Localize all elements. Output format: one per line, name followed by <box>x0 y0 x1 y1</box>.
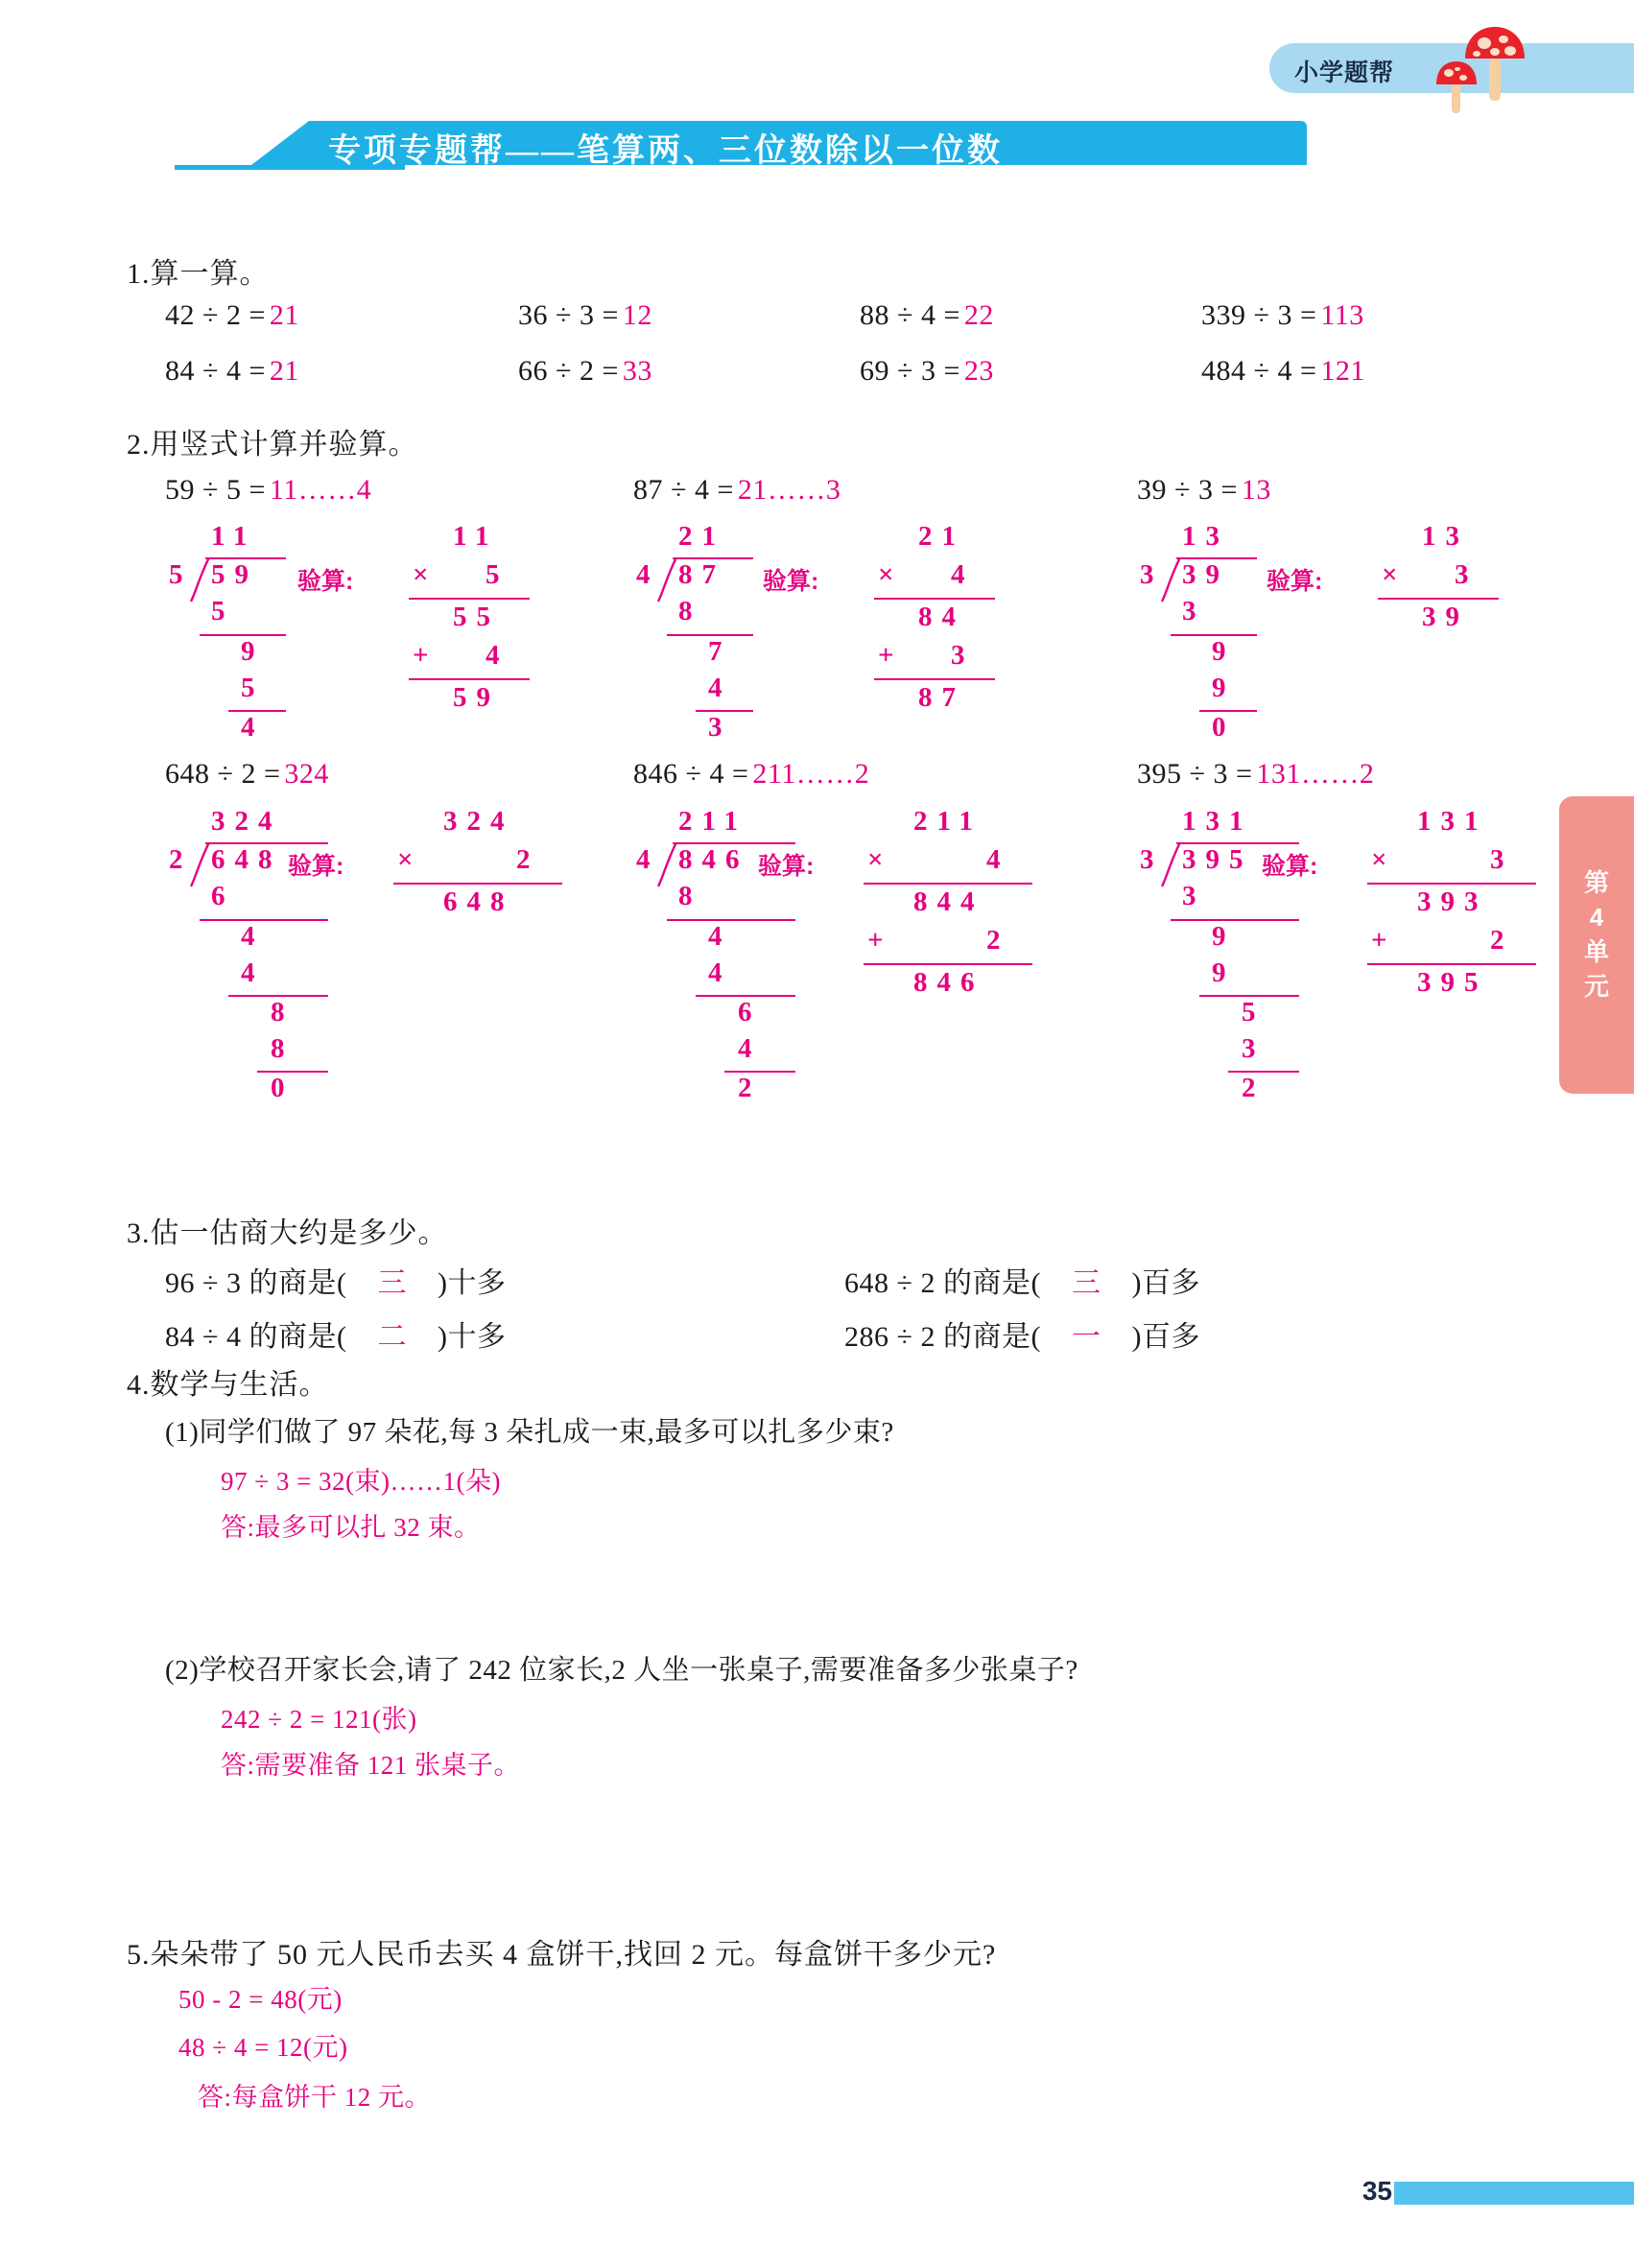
q2-heading: 2.用竖式计算并验算。 <box>127 429 418 461</box>
q5-work-1: 48 ÷ 4 = 12(元) <box>178 2033 348 2062</box>
q2-verify-bottom-1: 4 <box>951 559 975 590</box>
q2-verify-label-1: 验算: <box>763 568 819 595</box>
q2-problem-3: 648 ÷ 2 = <box>165 758 281 790</box>
q2-divisor-1: 4 <box>636 559 651 590</box>
q2-verify-label-4: 验算: <box>758 853 815 880</box>
q3-item-2 <box>165 1312 506 1355</box>
q2-division-bracket-3 <box>190 842 213 888</box>
unit-tab-line3: 单 <box>1583 937 1609 966</box>
q2-expr-0 <box>165 474 371 507</box>
q2-verify-op-5: × <box>1371 844 1387 875</box>
q2-verify-top-4: 211 <box>913 806 983 837</box>
q2-verify-addop-4: + <box>867 925 884 956</box>
q2-step-0-3: 4 <box>241 712 265 743</box>
q2-verify-top-0: 11 <box>453 521 499 552</box>
q2-problem-2: 39 ÷ 3 = <box>1137 474 1238 506</box>
q5-work-line-1 <box>178 1978 343 2016</box>
q2-verify-top-1: 21 <box>918 521 965 552</box>
q2-problem-0: 59 ÷ 5 = <box>165 474 266 506</box>
footer-bar <box>1394 2182 1634 2205</box>
q2-step-1-2: 4 <box>708 673 732 703</box>
q3-answer-1: 三 <box>1071 1267 1101 1299</box>
q2-verify-bottom-0: 5 <box>485 559 509 590</box>
q2-expr-5 <box>1137 758 1374 791</box>
q1-problem-0: 42 ÷ 2 = <box>165 299 266 331</box>
q1-answer-1: 12 <box>622 299 652 331</box>
q2-expr-3 <box>165 758 329 791</box>
q2-verify-label-5: 验算: <box>1262 853 1318 880</box>
q1-answer-2: 22 <box>963 299 994 331</box>
q1-problem-1: 36 ÷ 3 = <box>518 299 619 331</box>
q2-verify-label-3: 验算: <box>288 853 344 880</box>
q2-step-1-0: 8 <box>678 596 702 626</box>
q2-verify-addop-5: + <box>1371 925 1387 956</box>
q2-verify-op-0: × <box>413 559 429 590</box>
q2-step-5-4: 3 <box>1242 1033 1266 1064</box>
q2-answer-1: 21……3 <box>737 474 841 506</box>
q2-divisor-0: 5 <box>169 559 183 590</box>
q3-post-0: )十多 <box>437 1267 507 1299</box>
q2-verify-total-1: 87 <box>918 682 965 713</box>
q2-step-3-5: 0 <box>271 1073 295 1103</box>
q2-step-5-0: 3 <box>1182 881 1206 911</box>
question-5 <box>0 1930 1634 2112</box>
q3-item-1 <box>844 1259 1200 1301</box>
q4-question-0: (1)同学们做了 97 朵花,每 3 朵扎成一束,最多可以扎多少束? <box>165 1417 894 1448</box>
q3-pre-3: 286 ÷ 2 的商是( <box>844 1321 1041 1353</box>
q3-pre-2: 84 ÷ 4 的商是( <box>165 1321 347 1353</box>
q2-divisor-2: 3 <box>1140 559 1154 590</box>
q2-step-0-1: 9 <box>241 636 265 667</box>
q4-part-1-answer <box>221 1506 481 1544</box>
q2-verify-label-2: 验算: <box>1267 568 1323 595</box>
q2-answer-0: 11……4 <box>269 474 372 506</box>
q2-long-division-0 <box>161 521 296 743</box>
q1-item-5 <box>518 355 652 388</box>
q2-verify-addop-1: + <box>878 640 894 671</box>
q2-quotient-1: 21 <box>678 521 725 552</box>
q2-verify-total-5: 395 <box>1417 967 1488 998</box>
q2-verify-bar2-1 <box>874 678 995 680</box>
q3-heading: 3.估一估商大约是多少。 <box>127 1217 448 1249</box>
q4-part-2-answer <box>221 1744 520 1782</box>
q2-problem-5: 395 ÷ 3 = <box>1137 758 1253 790</box>
q2-problem-4: 846 ÷ 4 = <box>633 758 749 790</box>
question-3 <box>0 1209 1634 1353</box>
q3-item-0 <box>165 1259 506 1301</box>
unit-tab <box>1559 796 1634 1094</box>
q2-verify-total-4: 846 <box>913 967 984 998</box>
q4-heading: 4.数学与生活。 <box>127 1369 329 1401</box>
q2-step-5-1: 9 <box>1212 921 1236 952</box>
q4-part-2-work <box>221 1698 417 1736</box>
q2-division-bracket-0 <box>190 557 213 603</box>
q2-verify-product-3: 648 <box>443 886 514 917</box>
q3-pre-0: 96 ÷ 3 的商是( <box>165 1267 347 1299</box>
q2-verify-product-2: 39 <box>1422 602 1469 632</box>
q1-answer-3: 113 <box>1320 299 1364 331</box>
q1-problem-4: 84 ÷ 4 = <box>165 355 266 387</box>
q1-item-6 <box>860 355 994 388</box>
q2-step-5-2: 9 <box>1212 957 1236 988</box>
q2-dividend-3: 648 <box>211 844 282 875</box>
q2-step-4-1: 4 <box>708 921 732 952</box>
q2-answer-2: 13 <box>1241 474 1271 506</box>
q5-answer: 答:每盒饼干 12 元。 <box>198 2083 432 2112</box>
q2-step-5-3: 5 <box>1242 997 1266 1028</box>
unit-tab-line1: 第 <box>1583 868 1609 897</box>
q2-problem-1: 87 ÷ 4 = <box>633 474 734 506</box>
q2-step-3-0: 6 <box>211 881 235 911</box>
q2-step-1-3: 3 <box>708 712 732 743</box>
q2-answer-4: 211……2 <box>752 758 870 790</box>
q2-step-4-0: 8 <box>678 881 702 911</box>
q2-verify-addend-0: 4 <box>485 640 509 671</box>
q5-heading: 5.朵朵带了 50 元人民币去买 4 盒饼干,找回 2 元。每盒饼干多少元? <box>127 1939 997 1971</box>
q4-work-0-0: 97 ÷ 3 = 32(束)……1(朵) <box>221 1467 502 1496</box>
q2-verify-bar1-1 <box>874 598 995 600</box>
q3-pre-1: 648 ÷ 2 的商是( <box>844 1267 1041 1299</box>
q2-long-division-1 <box>628 521 763 743</box>
q1-problem-5: 66 ÷ 2 = <box>518 355 619 387</box>
q2-step-4-3: 6 <box>738 997 762 1028</box>
q4-question-1: (2)学校召开家长会,请了 242 位家长,2 人坐一张桌子,需要准备多少张桌子? <box>165 1655 1078 1686</box>
q4-part-2-question <box>165 1648 1078 1688</box>
q4-answer-1: 答:需要准备 121 张桌子。 <box>221 1751 521 1780</box>
question-4 <box>0 1360 1634 1780</box>
q1-problem-2: 88 ÷ 4 = <box>860 299 960 331</box>
q2-step-4-5: 2 <box>738 1073 762 1103</box>
q2-division-bracket-4 <box>657 842 680 888</box>
q2-step-4-4: 4 <box>738 1033 762 1064</box>
q4-part-1-question <box>165 1410 894 1450</box>
q3-answer-2: 二 <box>377 1321 407 1353</box>
q2-verify-op-2: × <box>1382 559 1398 590</box>
q3-answer-0: 三 <box>377 1267 407 1299</box>
q2-verify-bottom-4: 4 <box>986 844 1010 875</box>
q1-answer-0: 21 <box>269 299 299 331</box>
q2-step-3-2: 4 <box>241 957 265 988</box>
q2-step-0-0: 5 <box>211 596 235 626</box>
q2-expr-4 <box>633 758 869 791</box>
unit-tab-line4: 元 <box>1583 972 1609 1001</box>
banner-title: 专项专题帮——笔算两、三位数除以一位数 <box>328 133 1003 169</box>
q1-problem-6: 69 ÷ 3 = <box>860 355 960 387</box>
q1-item-1 <box>518 299 652 332</box>
q2-verify-bar1-0 <box>409 598 530 600</box>
q2-verify-bottom-5: 3 <box>1490 844 1514 875</box>
q2-verify-top-5: 131 <box>1417 806 1488 837</box>
q2-quotient-2: 13 <box>1182 521 1229 552</box>
q2-verify-bar1-3 <box>393 883 562 885</box>
q2-verify-top-2: 13 <box>1422 521 1469 552</box>
q2-dividend-1: 87 <box>678 559 725 590</box>
q2-verify-op-4: × <box>867 844 884 875</box>
q2-answer-3: 324 <box>284 758 329 790</box>
q2-step-2-0: 3 <box>1182 596 1206 626</box>
q1-item-3 <box>1201 299 1364 332</box>
q2-dividend-0: 59 <box>211 559 258 590</box>
q1-problem-7: 484 ÷ 4 = <box>1201 355 1317 387</box>
page-footer <box>1308 2176 1634 2210</box>
q2-verify-bar2-0 <box>409 678 530 680</box>
q2-step-2-1: 9 <box>1212 636 1236 667</box>
q3-answer-3: 一 <box>1071 1321 1101 1353</box>
q2-step-3-3: 8 <box>271 997 295 1028</box>
q2-quotient-3: 324 <box>211 806 282 837</box>
q2-verify-total-0: 59 <box>453 682 500 713</box>
q2-verify-addend-1: 3 <box>951 640 975 671</box>
q2-verify-op-3: × <box>397 844 414 875</box>
q2-verify-product-4: 844 <box>913 886 984 917</box>
q5-work-0: 50 - 2 = 48(元) <box>178 1985 343 2014</box>
q1-answer-6: 23 <box>963 355 994 387</box>
section-title-banner <box>251 121 1307 177</box>
q2-step-4-2: 4 <box>708 957 732 988</box>
q2-step-3-4: 8 <box>271 1033 295 1064</box>
q1-item-7 <box>1201 355 1365 388</box>
unit-tab-line2: 4 <box>1589 903 1604 932</box>
q2-division-bracket-1 <box>657 557 680 603</box>
q2-step-1-1: 7 <box>708 636 732 667</box>
q1-answer-7: 121 <box>1320 355 1365 387</box>
q2-divisor-5: 3 <box>1140 844 1154 875</box>
question-1 <box>0 249 1634 387</box>
q2-verify-product-5: 393 <box>1417 886 1488 917</box>
q2-answer-5: 131……2 <box>1256 758 1375 790</box>
q2-verify-bottom-3: 2 <box>516 844 540 875</box>
q2-verify-product-1: 84 <box>918 602 965 632</box>
q5-work-line-2 <box>178 2026 348 2064</box>
q2-verify-bar1-4 <box>864 883 1032 885</box>
q2-quotient-4: 211 <box>678 806 747 837</box>
q2-expr-1 <box>633 474 841 507</box>
q2-divisor-3: 2 <box>169 844 183 875</box>
q2-verify-product-0: 55 <box>453 602 500 632</box>
q3-post-3: )百多 <box>1131 1321 1200 1353</box>
q4-work-1-0: 242 ÷ 2 = 121(张) <box>221 1705 417 1734</box>
q2-divisor-4: 4 <box>636 844 651 875</box>
page-header <box>0 43 1634 101</box>
q2-verify-addend-4: 2 <box>986 925 1010 956</box>
q2-quotient-0: 11 <box>211 521 257 552</box>
q2-dividend-4: 846 <box>678 844 749 875</box>
q2-step-2-2: 9 <box>1212 673 1236 703</box>
q1-item-0 <box>165 299 299 332</box>
unit-tab-text <box>1559 865 1634 1004</box>
q2-verify-bottom-2: 3 <box>1455 559 1479 590</box>
q3-post-2: )十多 <box>437 1321 507 1353</box>
q2-step-0-2: 5 <box>241 673 265 703</box>
q1-heading: 1.算一算。 <box>127 258 270 290</box>
question-2 <box>0 420 1634 1103</box>
q2-step-3-1: 4 <box>241 921 265 952</box>
q2-step-5-5: 2 <box>1242 1073 1266 1103</box>
q4-answer-0: 答:最多可以扎 32 束。 <box>221 1513 481 1542</box>
q3-item-3 <box>844 1312 1200 1355</box>
q1-answer-4: 21 <box>269 355 299 387</box>
q2-step-2-3: 0 <box>1212 712 1236 743</box>
q2-verify-bar2-4 <box>864 963 1032 965</box>
q2-verify-op-1: × <box>878 559 894 590</box>
q2-long-division-2 <box>1132 521 1267 743</box>
q1-answer-5: 33 <box>622 355 652 387</box>
q1-item-2 <box>860 299 994 332</box>
q2-verify-bar1-5 <box>1367 883 1536 885</box>
q2-division-bracket-5 <box>1161 842 1184 888</box>
q2-division-bracket-2 <box>1161 557 1184 603</box>
q2-verify-bar2-5 <box>1367 963 1536 965</box>
q3-post-1: )百多 <box>1131 1267 1200 1299</box>
q2-verify-label-0: 验算: <box>297 568 354 595</box>
q1-problem-3: 339 ÷ 3 = <box>1201 299 1317 331</box>
q2-expr-2 <box>1137 474 1271 507</box>
q1-item-4 <box>165 355 299 388</box>
q2-dividend-2: 39 <box>1182 559 1229 590</box>
q2-quotient-5: 131 <box>1182 806 1253 837</box>
q2-dividend-5: 395 <box>1182 844 1253 875</box>
mushroom-icon-small <box>1434 60 1479 114</box>
page-number: 35 <box>1362 2176 1392 2206</box>
brand-label: 小学题帮 <box>1293 59 1394 86</box>
q2-verify-addend-5: 2 <box>1490 925 1514 956</box>
q2-verify-top-3: 324 <box>443 806 514 837</box>
q4-part-1-work <box>221 1460 501 1498</box>
q5-answer-line <box>198 2076 431 2114</box>
q2-verify-addop-0: + <box>413 640 429 671</box>
q2-verify-bar1-2 <box>1378 598 1499 600</box>
